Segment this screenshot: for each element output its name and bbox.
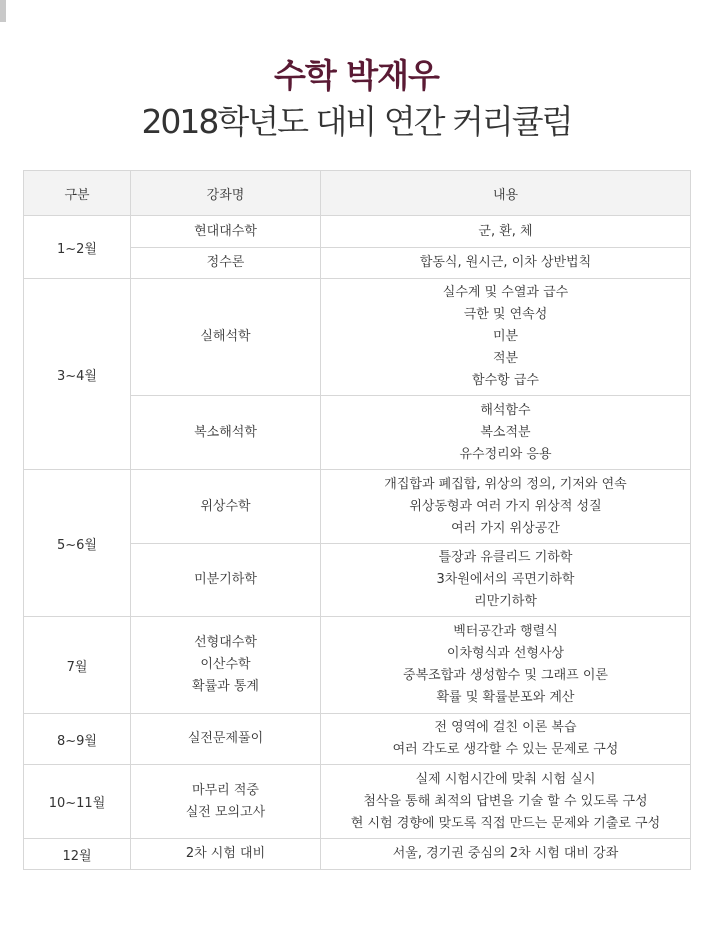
header-course: 강좌명 xyxy=(131,171,321,216)
course-cell xyxy=(131,470,321,544)
content-line: 현 시험 경향에 맞도록 직접 만드는 문제와 기출로 구성 xyxy=(350,815,661,831)
content-line: 벡터공간과 행렬식 xyxy=(453,624,558,639)
table-row xyxy=(24,765,691,839)
course-name: 2차 시험 대비 xyxy=(185,846,266,861)
table-row xyxy=(24,470,691,544)
period-cell: 8~9월 xyxy=(24,714,131,765)
content-line: 전 영역에 걸친 이론 복습 xyxy=(434,720,577,735)
content-line: 함수항 급수 xyxy=(472,373,539,388)
content-line: 틀장과 유클리드 기하학 xyxy=(438,550,573,565)
course-cell xyxy=(131,216,321,248)
content-line: 중복조합과 생성함수 및 그래프 이론 xyxy=(403,668,608,683)
content-cell xyxy=(321,617,691,714)
course-cell xyxy=(131,765,321,839)
content-cell xyxy=(321,396,691,470)
header-period: 구분 xyxy=(24,171,131,216)
curriculum-table xyxy=(23,170,691,870)
table-body xyxy=(24,216,691,870)
header-content: 내용 xyxy=(321,171,691,216)
content-cell xyxy=(321,470,691,544)
period-cell: 1~2월 xyxy=(24,216,131,279)
content-line: 군, 환, 체 xyxy=(478,223,533,239)
content-cell xyxy=(321,216,691,248)
course-cell xyxy=(131,279,321,396)
content-line: 실제 시험시간에 맞춰 시험 실시 xyxy=(415,771,596,787)
content-line: 실수계 및 수열과 급수 xyxy=(442,285,569,300)
course-name: 실전문제풀이 xyxy=(187,731,264,746)
page-title: 수학 박재우 xyxy=(274,56,439,95)
table-row xyxy=(24,617,691,714)
content-line: 여러 각도로 생각할 수 있는 문제로 구성 xyxy=(392,742,619,757)
content-line: 적분 xyxy=(492,351,519,366)
content-line: 서울, 경기권 중심의 2차 시험 대비 강좌 xyxy=(392,846,619,861)
content-line: 합동식, 원시근, 이차 상반법칙 xyxy=(419,255,592,270)
course-name: 마무리 적중 xyxy=(192,782,259,798)
content-line: 첨삭을 통해 최적의 답변을 기술 할 수 있도록 구성 xyxy=(363,793,648,809)
course-name: 실해석학 xyxy=(200,329,251,344)
course-cell xyxy=(131,396,321,470)
content-line: 미분 xyxy=(492,329,519,344)
table-row xyxy=(24,279,691,396)
content-line: 3차원에서의 곡면기하학 xyxy=(436,572,575,587)
course-name: 위상수학 xyxy=(200,498,251,514)
content-cell xyxy=(321,839,691,870)
course-name: 실전 모의고사 xyxy=(185,804,266,820)
content-cell xyxy=(321,765,691,839)
content-line: 여러 가지 위상공간 xyxy=(451,520,560,536)
content-line: 해석함수 xyxy=(480,402,531,418)
content-line: 리만기하학 xyxy=(474,594,537,609)
content-line: 이차형식과 선형사상 xyxy=(446,646,565,661)
content-cell xyxy=(321,714,691,765)
period-cell: 3~4월 xyxy=(24,279,131,470)
content-cell xyxy=(321,544,691,617)
course-cell xyxy=(131,839,321,870)
course-name: 확률과 통계 xyxy=(192,679,259,694)
course-name: 미분기하학 xyxy=(194,572,257,587)
content-line: 복소적분 xyxy=(480,424,531,440)
course-name: 정수론 xyxy=(206,255,245,270)
table-header-row xyxy=(24,171,691,216)
course-name: 복소해석학 xyxy=(194,424,257,440)
content-line: 개집합과 폐집합, 위상의 정의, 기저와 연속 xyxy=(384,476,627,492)
course-name: 이산수학 xyxy=(200,657,251,672)
course-cell xyxy=(131,248,321,279)
page-subtitle: 2018학년도 대비 연간 커리큘럼 xyxy=(141,102,572,141)
course-name: 선형대수학 xyxy=(194,635,257,650)
table-row xyxy=(24,839,691,870)
course-cell xyxy=(131,544,321,617)
content-cell xyxy=(321,248,691,279)
course-cell xyxy=(131,617,321,714)
table-row xyxy=(24,216,691,248)
content-line: 극한 및 연속성 xyxy=(463,307,548,322)
period-cell: 7월 xyxy=(24,617,131,714)
content-line: 유수정리와 응용 xyxy=(459,446,552,462)
course-cell xyxy=(131,714,321,765)
table-row xyxy=(24,714,691,765)
period-cell: 12월 xyxy=(24,839,131,870)
content-line: 확률 및 확률분포와 계산 xyxy=(436,690,575,705)
edge-marker xyxy=(0,0,6,22)
course-name: 현대대수학 xyxy=(194,223,257,239)
content-cell xyxy=(321,279,691,396)
period-cell: 5~6월 xyxy=(24,470,131,617)
content-line: 위상동형과 여러 가지 위상적 성질 xyxy=(409,498,602,514)
period-cell: 10~11월 xyxy=(24,765,131,839)
